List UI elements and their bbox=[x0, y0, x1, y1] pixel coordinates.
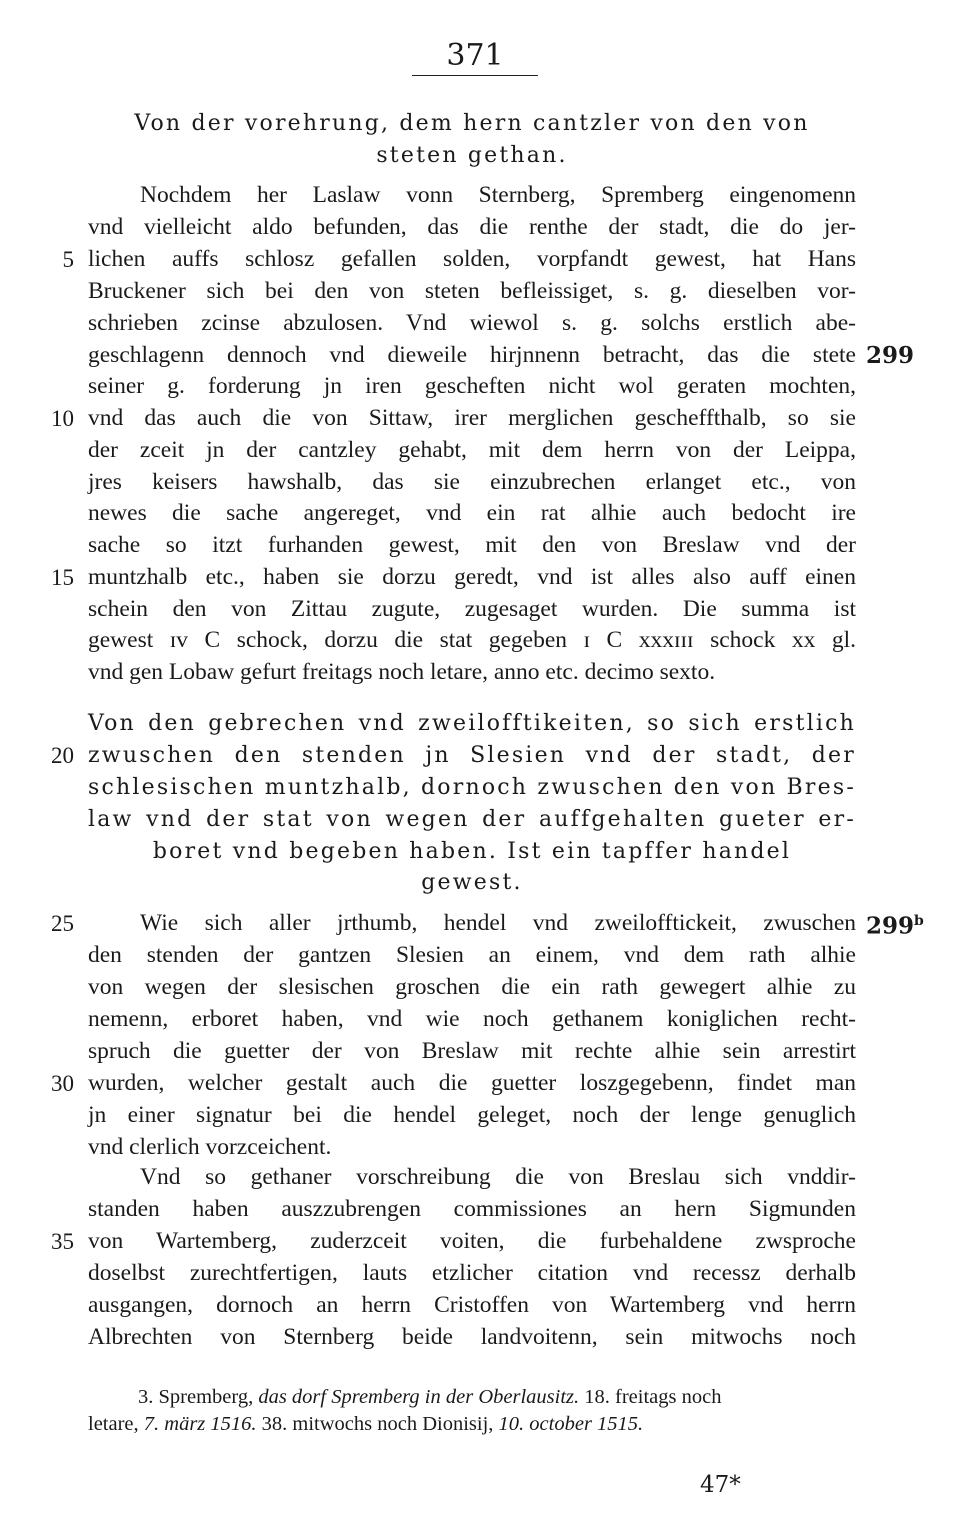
text-line: vnd clerlich vorzceichent. bbox=[88, 1134, 332, 1160]
text-line: den stenden der gantzen Slesien an einem, vnd dem rath alhie bbox=[88, 942, 856, 968]
text-line: jres keisers hawshalb, das sie einzubrechen erlanget etc., von bbox=[88, 469, 856, 495]
folio-marker: 299 bbox=[866, 342, 915, 369]
text-line: Nochdem her Laslaw vonn Sternberg, Spremberg eingenomenn bbox=[140, 182, 856, 208]
text-line: wurden, welcher gestalt auch die guetter loszgegebenn, findet man bbox=[88, 1070, 856, 1096]
footnote-line bbox=[88, 1411, 858, 1437]
text-line: von wegen der slesischen groschen die ein rath gewegert alhie zu bbox=[88, 974, 856, 1000]
footnote-ref: 38. mitwochs noch Dionisij, bbox=[261, 1413, 494, 1435]
section-heading-line: Von der vorehrung, dem hern cantzler von den von bbox=[134, 111, 810, 136]
section-heading-line: boret vnd begeben haben. Ist ein tapffer handel bbox=[152, 839, 792, 864]
footnote-line bbox=[138, 1384, 858, 1410]
text-line: lichen auffs schlosz gefallen solden, vorpfandt gewest, hat Hans bbox=[88, 246, 856, 272]
footnote-text: das dorf Spremberg in der Oberlausitz. bbox=[258, 1386, 580, 1408]
footnote-ref: 3. Spremberg, bbox=[138, 1386, 254, 1408]
text-line: muntzhalb etc., haben sie dorzu geredt, vnd ist alles also auff einen bbox=[88, 564, 856, 590]
line-number: 10 bbox=[51, 406, 74, 431]
text-line: Bruckener sich bei den von steten befleissiget, s. g. dieselben vor- bbox=[88, 278, 856, 304]
page-number: 371 bbox=[446, 38, 504, 73]
line-number: 30 bbox=[51, 1071, 74, 1096]
text-line: nemenn, erboret haben, vnd wie noch gethanem koniglichen recht- bbox=[88, 1006, 856, 1032]
footnote-ref: letare, bbox=[88, 1413, 139, 1435]
text-line: sache so itzt furhanden gewest, mit den von Breslaw vnd der bbox=[88, 532, 856, 558]
page-number-rule bbox=[412, 75, 538, 76]
footnote-ref: 18. freitags noch bbox=[584, 1386, 722, 1408]
text-line: newes die sache angereget, vnd ein rat alhie auch bedocht ire bbox=[88, 500, 856, 526]
footnote-text: 7. märz 1516. bbox=[143, 1413, 257, 1435]
folio-marker bbox=[866, 906, 924, 942]
text-line: von Wartemberg, zuderzceit voiten, die furbehaldene zwsproche bbox=[88, 1228, 856, 1254]
text-line: seiner g. forderung jn iren gescheften nicht wol geraten mochten, bbox=[88, 373, 856, 399]
section-heading-line: Von den gebrechen vnd zweilofftikeiten, so sich erstlich bbox=[88, 711, 856, 736]
text-line: vnd das auch die von Sittaw, irer merglichen gescheffthalb, so sie bbox=[88, 405, 856, 431]
text-line: Wie sich aller jrthumb, hendel vnd zweilofftickeit, zwuschen bbox=[140, 910, 856, 936]
text-line: ausgangen, dornoch an herrn Cristoffen von Wartemberg vnd herrn bbox=[88, 1292, 856, 1318]
signature-mark: 47* bbox=[700, 1472, 741, 1498]
folio-marker-number: 299 bbox=[866, 912, 915, 940]
text-line: vnd vielleicht aldo befunden, das die renthe der stadt, die do jer- bbox=[88, 214, 856, 240]
text-line: spruch die guetter der von Breslaw mit rechte alhie sein arrestirt bbox=[88, 1038, 856, 1064]
line-number: 20 bbox=[51, 743, 74, 768]
text-line: vnd gen Lobaw gefurt freitags noch letare, anno etc. decimo sexto. bbox=[88, 659, 716, 685]
section-heading-line: steten gethan. bbox=[376, 143, 568, 168]
section-heading-line: schlesischen muntzhalb, dornoch zwuschen den von Bres- bbox=[88, 775, 856, 800]
text-line: standen haben auszzubrengen commissiones an hern Sigmunden bbox=[88, 1196, 856, 1222]
text-line: schrieben zcinse abzulosen. Vnd wiewol s. g. solchs erstlich abe- bbox=[88, 310, 856, 336]
folio-marker-suffix: b bbox=[914, 913, 924, 929]
line-number: 15 bbox=[51, 565, 74, 590]
line-number: 25 bbox=[51, 911, 74, 936]
section-heading-line: zwuschen den stenden jn Slesien vnd der stadt, der bbox=[88, 743, 856, 768]
section-heading-line: law vnd der stat von wegen der auffgehalten gueter er- bbox=[88, 807, 856, 832]
line-number: 35 bbox=[51, 1229, 74, 1254]
text-line: schein den von Zittau zugute, zugesaget wurden. Die summa ist bbox=[88, 596, 856, 622]
text-line: der zceit jn der cantzley gehabt, mit dem herrn von der Leippa, bbox=[88, 437, 856, 463]
text-line: jn einer signatur bei die hendel geleget, noch der lenge genuglich bbox=[88, 1102, 856, 1128]
text-line: geschlagenn dennoch vnd dieweile hirjnnenn betracht, das die stete bbox=[88, 342, 856, 368]
section-heading-line: gewest. bbox=[421, 870, 523, 895]
line-number: 5 bbox=[62, 247, 74, 272]
text-line: Vnd so gethaner vorschreibung die von Breslau sich vnddir- bbox=[140, 1164, 856, 1190]
text-line: Albrechten von Sternberg beide landvoitenn, sein mitwochs noch bbox=[88, 1324, 856, 1350]
text-line: doselbst zurechtfertigen, lauts etzlicher citation vnd recessz derhalb bbox=[88, 1260, 856, 1286]
text-line: gewest ɪᴠ C schock, dorzu die stat gegeben ɪ C xxxɪɪɪ schock xx gl. bbox=[88, 627, 856, 653]
footnote-text: 10. october 1515. bbox=[498, 1413, 644, 1435]
